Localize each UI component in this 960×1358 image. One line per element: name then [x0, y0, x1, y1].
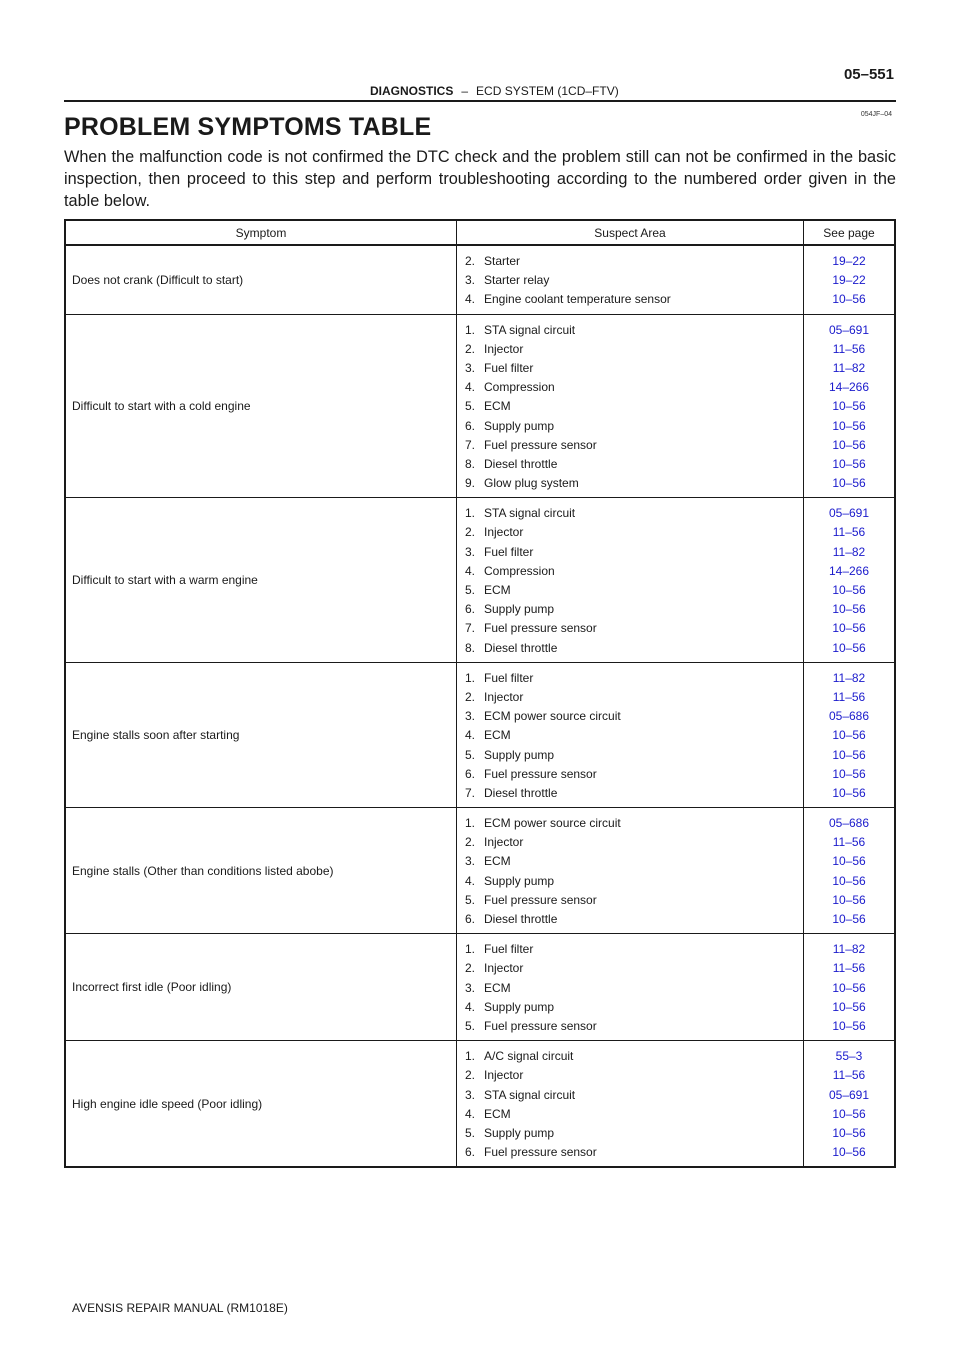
page-reference-link[interactable]: 10–56 — [832, 476, 866, 491]
suspect-area-cell — [457, 314, 804, 498]
header-symptom: Symptom — [65, 220, 457, 245]
item-area: Supply pump — [484, 418, 555, 433]
page-reference-link[interactable]: 10–56 — [832, 1145, 866, 1160]
suspect-area-item — [465, 910, 795, 929]
page-reference-link[interactable]: 10–56 — [832, 456, 866, 471]
item-number: 7. — [465, 437, 476, 452]
item-area: ECM power source circuit — [484, 709, 621, 724]
page-reference-link[interactable]: 11–82 — [832, 670, 866, 685]
item-number: 4. — [465, 292, 476, 307]
suspect-area-item — [465, 523, 795, 542]
page-reference-link[interactable]: 14–266 — [828, 380, 870, 395]
suspect-area-item — [465, 872, 795, 891]
header-section: DIAGNOSTICS — [370, 84, 454, 98]
page-reference-link[interactable]: 10–56 — [832, 892, 866, 907]
item-area: A/C signal circuit — [484, 1049, 574, 1064]
page-reference-link[interactable]: 05–691 — [828, 322, 870, 337]
suspect-area-item — [465, 814, 795, 833]
item-number: 3. — [465, 273, 476, 288]
item-area: Fuel pressure sensor — [484, 437, 597, 452]
item-number: 3. — [465, 360, 476, 375]
page-reference-link[interactable]: 10–56 — [832, 728, 866, 743]
item-area: Compression — [484, 563, 555, 578]
page-reference-link[interactable]: 19–22 — [832, 254, 866, 268]
page-reference-link[interactable]: 19–22 — [832, 273, 866, 288]
item-number: 4. — [465, 728, 476, 743]
item-area: Fuel pressure sensor — [484, 892, 597, 907]
item-area: Injector — [484, 961, 524, 976]
suspect-area-item — [465, 359, 795, 378]
item-number: 2. — [465, 525, 476, 540]
suspect-area-item — [465, 436, 795, 455]
item-number: 3. — [465, 709, 476, 724]
suspect-area-item — [465, 290, 795, 309]
suspect-area-item — [465, 1047, 795, 1066]
suspect-area-item — [465, 746, 795, 765]
suspect-area-item — [465, 562, 795, 581]
item-area: Injector — [484, 525, 524, 540]
item-area: Fuel filter — [484, 670, 534, 685]
header-separator: – — [461, 84, 469, 98]
page-reference-link[interactable]: 05–686 — [828, 816, 870, 831]
item-area: Starter relay — [484, 273, 550, 288]
page-reference-link[interactable]: 10–56 — [832, 980, 866, 995]
item-area: Injector — [484, 689, 524, 704]
suspect-area-item — [465, 765, 795, 784]
item-area: Injector — [484, 835, 524, 850]
page-reference-link[interactable]: 10–56 — [832, 747, 866, 762]
problem-symptoms-table — [64, 219, 896, 1168]
item-number: 2. — [465, 961, 476, 976]
page-reference-link[interactable]: 05–691 — [828, 1087, 870, 1102]
see-page-cell — [804, 662, 896, 807]
page-reference-link[interactable]: 10–56 — [832, 418, 866, 433]
item-area: Supply pump — [484, 999, 555, 1014]
table-row — [65, 245, 895, 314]
item-number: 2. — [465, 835, 476, 850]
item-area: ECM — [484, 980, 511, 995]
table-row — [65, 808, 895, 934]
page-reference-link[interactable]: 10–56 — [832, 621, 866, 636]
item-number: 1. — [465, 942, 476, 957]
suspect-area-item — [465, 688, 795, 707]
page-reference-link[interactable]: 11–82 — [832, 942, 866, 957]
suspect-area-item — [465, 504, 795, 523]
page-reference-link[interactable]: 05–686 — [828, 709, 870, 724]
page-reference-link[interactable]: 10–56 — [832, 437, 866, 452]
header-subsection: ECD SYSTEM (1CD–FTV) — [476, 84, 619, 98]
suspect-area-item — [465, 252, 795, 271]
item-number: 3. — [465, 854, 476, 869]
suspect-area-item — [465, 1017, 795, 1036]
symptom-cell: Difficult to start with a cold engine — [65, 314, 457, 498]
suspect-area-item — [465, 397, 795, 416]
header-rule — [64, 100, 896, 102]
page-reference-link[interactable]: 10–56 — [832, 766, 866, 781]
table-row — [65, 498, 895, 663]
see-page-cell — [804, 498, 896, 663]
suspect-area-item — [465, 707, 795, 726]
page-reference-link[interactable]: 10–56 — [832, 640, 866, 655]
item-area: ECM — [484, 854, 511, 869]
page-reference-link[interactable]: 10–56 — [832, 1125, 866, 1140]
suspect-area-item — [465, 998, 795, 1017]
item-area: Fuel pressure sensor — [484, 1018, 597, 1033]
item-number: 8. — [465, 640, 476, 655]
symptom-cell: Difficult to start with a warm engine — [65, 498, 457, 663]
item-number: 9. — [465, 476, 476, 491]
suspect-area-item — [465, 474, 795, 493]
item-number: 5. — [465, 1125, 476, 1140]
item-area: Engine coolant temperature sensor — [484, 292, 671, 307]
item-area: Supply pump — [484, 873, 555, 888]
item-area: Diesel throttle — [484, 912, 558, 926]
item-number: 5. — [465, 747, 476, 762]
item-area: STA signal circuit — [484, 322, 576, 337]
item-area: ECM — [484, 728, 511, 743]
suspect-area-item — [465, 726, 795, 745]
suspect-area-item — [465, 581, 795, 600]
item-area: Diesel throttle — [484, 456, 558, 471]
item-number: 1. — [465, 506, 476, 521]
see-page-cell — [804, 808, 896, 934]
item-number: 1. — [465, 1049, 476, 1064]
item-number: 3. — [465, 1087, 476, 1102]
page-reference-link[interactable]: 05–691 — [828, 506, 870, 521]
suspect-area-cell — [457, 934, 804, 1041]
suspect-area-cell — [457, 245, 804, 314]
suspect-area-item — [465, 891, 795, 910]
page-reference-link[interactable]: 11–82 — [832, 544, 866, 559]
symptom-cell: Incorrect first idle (Poor idling) — [65, 934, 457, 1041]
item-number: 5. — [465, 1018, 476, 1033]
item-area: Supply pump — [484, 602, 555, 617]
item-number: 2. — [465, 1068, 476, 1083]
item-area: Fuel filter — [484, 942, 534, 957]
item-number: 1. — [465, 322, 476, 337]
item-number: 6. — [465, 912, 476, 926]
suspect-area-cell — [457, 808, 804, 934]
item-area: Supply pump — [484, 1125, 555, 1140]
page-reference-link[interactable]: 10–56 — [832, 399, 866, 414]
page-reference-link[interactable]: 10–56 — [832, 854, 866, 869]
item-number: 6. — [465, 766, 476, 781]
suspect-area-item — [465, 940, 795, 959]
page-reference-link[interactable]: 10–56 — [832, 873, 866, 888]
item-area: STA signal circuit — [484, 1087, 576, 1102]
suspect-area-item — [465, 543, 795, 562]
footer-manual-title: AVENSIS REPAIR MANUAL (RM1018E) — [72, 1301, 288, 1315]
item-number: 4. — [465, 380, 476, 395]
item-number: 1. — [465, 670, 476, 685]
suspect-area-item — [465, 321, 795, 340]
item-number: 5. — [465, 399, 476, 414]
item-area: Injector — [484, 1068, 524, 1083]
page-reference-link[interactable]: 14–266 — [828, 563, 870, 578]
item-area: Fuel pressure sensor — [484, 1145, 597, 1160]
item-area: Injector — [484, 341, 524, 356]
item-number: 7. — [465, 785, 476, 800]
item-number: 2. — [465, 254, 476, 268]
item-area: ECM — [484, 399, 511, 414]
page-number: 05–551 — [843, 66, 894, 83]
table-header-row — [65, 220, 895, 245]
symptom-cell: High engine idle speed (Poor idling) — [65, 1041, 457, 1168]
see-page-cell — [804, 1041, 896, 1168]
page-title: PROBLEM SYMPTOMS TABLE — [64, 113, 432, 141]
item-number: 2. — [465, 341, 476, 356]
table-row — [65, 314, 895, 498]
suspect-area-item — [465, 600, 795, 619]
header-see-page: See page — [804, 220, 896, 245]
item-area: ECM power source circuit — [484, 816, 621, 831]
suspect-area-item — [465, 271, 795, 290]
item-area: Fuel pressure sensor — [484, 766, 597, 781]
suspect-area-item — [465, 619, 795, 638]
suspect-area-cell — [457, 1041, 804, 1168]
page-reference-link[interactable]: 10–56 — [832, 1106, 866, 1121]
page-reference-link[interactable]: 10–56 — [832, 602, 866, 617]
table-row — [65, 662, 895, 807]
running-header — [370, 84, 619, 98]
symptom-cell: Does not crank (Difficult to start) — [65, 245, 457, 314]
page-reference-link[interactable]: 11–56 — [832, 525, 866, 540]
item-area: Fuel filter — [484, 544, 534, 559]
page-reference-link[interactable]: 11–56 — [832, 1068, 866, 1083]
item-area: Fuel pressure sensor — [484, 621, 597, 636]
item-number: 4. — [465, 873, 476, 888]
suspect-area-item — [465, 959, 795, 978]
item-number: 5. — [465, 583, 476, 597]
item-area: Starter — [484, 254, 521, 268]
suspect-area-item — [465, 784, 795, 803]
item-number: 5. — [465, 892, 476, 907]
item-number: 4. — [465, 563, 476, 578]
suspect-area-item — [465, 852, 795, 871]
item-number: 3. — [465, 544, 476, 559]
item-number: 4. — [465, 999, 476, 1014]
item-number: 2. — [465, 689, 476, 704]
item-number: 7. — [465, 621, 476, 636]
suspect-area-item — [465, 455, 795, 474]
suspect-area-item — [465, 833, 795, 852]
item-area: STA signal circuit — [484, 506, 576, 521]
suspect-area-item — [465, 639, 795, 658]
intro-paragraph: When the malfunction code is not confirmed the DTC check and the problem still can not be confirmed in the basic inspection, then proceed to this step and perform troubleshooting according to the numbered order given in the table below. — [64, 148, 896, 210]
page-reference-link[interactable]: 10–56 — [832, 999, 866, 1014]
item-number: 6. — [465, 418, 476, 433]
page-reference-link[interactable]: 10–56 — [832, 785, 866, 800]
item-number: 1. — [465, 816, 476, 831]
item-area: ECM — [484, 1106, 511, 1121]
page-reference-link[interactable]: 11–56 — [832, 961, 866, 976]
suspect-area-item — [465, 1086, 795, 1105]
table-row — [65, 934, 895, 1041]
symptom-cell: Engine stalls soon after starting — [65, 662, 457, 807]
see-page-cell — [804, 934, 896, 1041]
item-number: 8. — [465, 456, 476, 471]
suspect-area-item — [465, 1143, 795, 1162]
header-suspect-area: Suspect Area — [457, 220, 804, 245]
suspect-area-cell — [457, 498, 804, 663]
page-reference-link[interactable]: 11–56 — [832, 689, 866, 704]
item-area: Glow plug system — [484, 476, 579, 491]
page-reference-link[interactable]: 10–56 — [832, 1018, 866, 1033]
page-reference-link[interactable]: 55–3 — [835, 1049, 863, 1064]
suspect-area-cell — [457, 662, 804, 807]
item-area: Supply pump — [484, 747, 555, 762]
suspect-area-item — [465, 378, 795, 397]
item-area: Fuel filter — [484, 360, 534, 375]
item-number: 4. — [465, 1106, 476, 1121]
item-area: Diesel throttle — [484, 640, 558, 655]
page-reference-link[interactable]: 10–56 — [832, 912, 866, 926]
item-area: Diesel throttle — [484, 785, 558, 800]
item-number: 6. — [465, 602, 476, 617]
suspect-area-item — [465, 979, 795, 998]
page-reference-link[interactable]: 11–56 — [832, 341, 866, 356]
see-page-cell — [804, 245, 896, 314]
table-row — [65, 1041, 895, 1168]
suspect-area-item — [465, 669, 795, 688]
table-body — [65, 245, 895, 1167]
page-reference-link[interactable]: 11–56 — [832, 835, 866, 850]
page-reference-link[interactable]: 10–56 — [832, 292, 866, 307]
page-reference-link[interactable]: 11–82 — [832, 360, 866, 375]
item-number: 6. — [465, 1145, 476, 1160]
document-id: 054JF–04 — [860, 111, 892, 118]
item-area: Compression — [484, 380, 555, 395]
page-reference-link[interactable]: 10–56 — [832, 583, 866, 597]
symptom-cell: Engine stalls (Other than conditions listed abobe) — [65, 808, 457, 934]
suspect-area-item — [465, 1124, 795, 1143]
suspect-area-item — [465, 1066, 795, 1085]
suspect-area-item — [465, 340, 795, 359]
suspect-area-item — [465, 417, 795, 436]
see-page-cell — [804, 314, 896, 498]
suspect-area-item — [465, 1105, 795, 1124]
item-area: ECM — [484, 583, 511, 597]
item-number: 3. — [465, 980, 476, 995]
